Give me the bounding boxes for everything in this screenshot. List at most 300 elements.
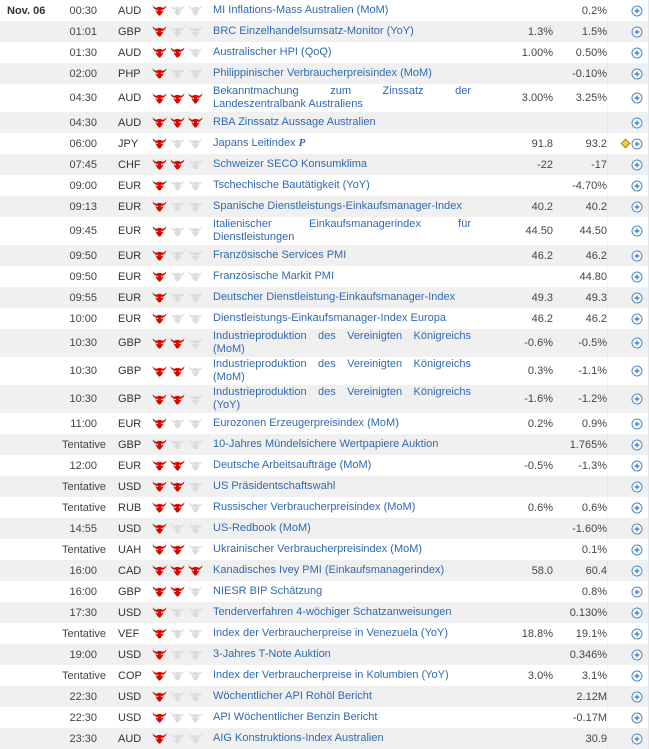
event-cell (213, 248, 471, 263)
event-cell (213, 84, 471, 112)
event-link[interactable] (213, 543, 471, 556)
event-label: US Präsidentschaftswahl (213, 480, 336, 492)
event-cell (213, 647, 471, 662)
add-event-plus-icon[interactable] (631, 117, 643, 129)
event-cell (213, 115, 471, 130)
event-link[interactable] (213, 386, 471, 412)
event-link[interactable] (213, 25, 471, 38)
event-link[interactable] (213, 438, 471, 451)
add-event-plus-icon[interactable] (631, 201, 643, 213)
event-label: Spanische Dienstleistungs-Einkaufsmanager-Index (213, 200, 462, 212)
event-link[interactable] (213, 291, 471, 304)
add-event-plus-icon[interactable] (631, 544, 643, 556)
bull-icon (188, 460, 203, 471)
currency-cell: EUR (118, 417, 142, 430)
action-cell (607, 0, 649, 21)
action-cell (607, 196, 649, 217)
bull-icon (152, 649, 167, 660)
bull-icon (188, 586, 203, 597)
action-cell (607, 497, 649, 518)
add-event-plus-icon[interactable] (631, 607, 643, 619)
event-label: AIG Konstruktions-Index Australien (213, 732, 384, 744)
forecast-cell: 46.2 (531, 312, 553, 325)
previous-cell: 44.50 (579, 225, 607, 237)
currency-cell: GBP (118, 393, 142, 405)
importance-indicator (152, 691, 213, 702)
event-row (0, 497, 648, 518)
bull-icon (188, 201, 203, 212)
previous-cell: 19.1% (575, 627, 607, 640)
time-cell: 09:50 (69, 249, 97, 262)
add-event-plus-icon[interactable] (631, 250, 643, 262)
importance-indicator (152, 68, 213, 79)
currency-cell: COP (118, 669, 142, 682)
previous-cell: -1.3% (578, 459, 607, 472)
bull-icon (170, 565, 185, 576)
bull-icon (152, 201, 167, 212)
bull-icon (188, 5, 203, 16)
event-row (0, 560, 648, 581)
event-link[interactable] (213, 179, 471, 192)
event-link[interactable] (213, 116, 471, 129)
importance-indicator (152, 180, 213, 191)
time-cell: 14:55 (69, 522, 97, 535)
bull-icon (188, 691, 203, 702)
forecast-cell: -22 (537, 158, 553, 171)
time-cell: 22:30 (69, 711, 97, 724)
forecast-cell: -0.5% (524, 459, 553, 472)
event-link[interactable] (213, 249, 471, 262)
bull-icon (152, 628, 167, 639)
event-link[interactable] (213, 137, 471, 150)
bull-icon (152, 250, 167, 261)
event-row (0, 154, 648, 175)
event-row (0, 518, 648, 539)
bull-icon (170, 117, 185, 128)
event-label: Eurozonen Erzeugerpreisindex (MoM) (213, 417, 399, 429)
event-cell (213, 178, 471, 193)
currency-cell: USD (118, 648, 142, 661)
bull-icon (152, 544, 167, 555)
currency-cell: GBP (118, 438, 142, 451)
bull-icon (188, 712, 203, 723)
currency-cell: EUR (118, 225, 142, 237)
previous-cell: 46.2 (585, 312, 607, 325)
event-cell (213, 689, 471, 704)
add-event-plus-icon[interactable] (631, 271, 643, 283)
event-link[interactable] (213, 200, 471, 213)
forecast-cell: 18.8% (521, 627, 553, 640)
action-cell (607, 245, 649, 266)
bull-icon (152, 607, 167, 618)
event-link[interactable] (213, 732, 471, 745)
previous-cell: 46.2 (585, 249, 607, 262)
event-link[interactable] (213, 648, 471, 661)
importance-indicator (152, 565, 213, 576)
event-row (0, 434, 648, 455)
event-link[interactable] (213, 627, 471, 640)
bull-icon (152, 712, 167, 723)
forecast-cell: 0.2% (527, 417, 553, 430)
time-cell: 17:30 (69, 606, 97, 619)
add-event-plus-icon[interactable] (631, 26, 643, 38)
importance-indicator (152, 5, 213, 16)
add-event-plus-icon[interactable] (631, 691, 643, 703)
bull-icon (170, 68, 185, 79)
importance-indicator (152, 313, 213, 324)
importance-indicator (152, 117, 213, 128)
add-event-plus-icon[interactable] (631, 365, 643, 377)
add-event-plus-icon[interactable] (631, 5, 643, 17)
bull-icon (152, 180, 167, 191)
event-label: Index der Verbraucherpreise in Venezuela (YoY) (213, 627, 449, 639)
time-cell: Tentative (62, 480, 107, 493)
event-cell (213, 290, 471, 305)
add-event-plus-icon[interactable] (631, 565, 643, 577)
importance-indicator (152, 250, 213, 261)
action-cell (607, 665, 649, 686)
bull-icon (170, 366, 185, 377)
event-link[interactable] (213, 85, 471, 111)
add-event-plus-icon[interactable] (631, 393, 643, 405)
event-label: Deutsche Arbeitsaufträge (MoM) (213, 459, 372, 471)
previous-cell: 40.2 (585, 200, 607, 213)
event-label: Philippinischer Verbraucherpreisindex (MoM) (213, 67, 432, 79)
action-cell (607, 686, 649, 707)
add-event-plus-icon[interactable] (631, 159, 643, 171)
event-link[interactable] (213, 417, 471, 430)
add-event-plus-icon[interactable] (631, 92, 643, 104)
previous-cell: 44.80 (579, 270, 607, 283)
event-cell (213, 385, 471, 413)
event-row (0, 385, 648, 413)
bull-icon (170, 313, 185, 324)
bull-icon (188, 418, 203, 429)
event-label: API Wöchentlicher Benzin Bericht (213, 711, 378, 723)
bull-icon (188, 628, 203, 639)
bull-icon (188, 481, 203, 492)
time-cell: 16:00 (69, 585, 97, 598)
event-cell (213, 416, 471, 431)
event-cell (213, 45, 471, 60)
currency-cell: AUD (118, 92, 142, 104)
forecast-cell: -0.6% (524, 337, 553, 349)
currency-cell: GBP (118, 365, 142, 377)
add-event-plus-icon[interactable] (631, 481, 643, 493)
currency-cell: EUR (118, 200, 142, 213)
event-link[interactable] (213, 459, 471, 472)
importance-indicator (152, 271, 213, 282)
bull-icon (188, 159, 203, 170)
bull-icon (188, 670, 203, 681)
add-event-plus-icon[interactable] (631, 502, 643, 514)
event-label: US-Redbook (MoM) (213, 522, 311, 534)
previous-cell: -0.10% (572, 67, 607, 80)
event-row (0, 112, 648, 133)
previous-cell: 1.5% (581, 25, 607, 38)
bull-icon (152, 47, 167, 58)
action-cell (607, 455, 649, 476)
previous-cell: 60.4 (585, 564, 607, 577)
event-label: Ukrainischer Verbraucherpreisindex (MoM) (213, 543, 423, 555)
bull-icon (152, 292, 167, 303)
bull-icon (188, 271, 203, 282)
bull-icon (152, 586, 167, 597)
bull-icon (188, 226, 203, 237)
event-link[interactable] (213, 711, 471, 724)
previous-cell: -1.1% (578, 365, 607, 377)
add-event-plus-icon[interactable] (631, 712, 643, 724)
add-event-plus-icon[interactable] (631, 460, 643, 472)
previous-cell: 0.8% (581, 585, 607, 598)
bull-icon (170, 733, 185, 744)
bull-icon (188, 292, 203, 303)
event-link[interactable] (213, 67, 471, 80)
action-cell (607, 133, 649, 154)
event-row (0, 42, 648, 63)
currency-cell: VEF (118, 627, 140, 640)
forecast-cell: 0.6% (527, 501, 553, 514)
time-cell: 06:00 (69, 137, 97, 150)
event-link[interactable] (213, 606, 471, 619)
bull-icon (170, 338, 185, 349)
event-row (0, 476, 648, 497)
bull-icon (170, 292, 185, 303)
importance-indicator (152, 439, 213, 450)
previous-cell: 0.9% (581, 417, 607, 430)
event-cell (213, 157, 471, 172)
event-row (0, 287, 648, 308)
forecast-cell: 1.00% (521, 46, 553, 59)
add-event-plus-icon[interactable] (631, 138, 643, 150)
add-event-plus-icon[interactable] (631, 313, 643, 325)
event-row (0, 245, 648, 266)
previous-cell: 0.50% (575, 46, 607, 59)
action-cell (607, 434, 649, 455)
bull-icon (152, 93, 167, 104)
bull-icon (188, 93, 203, 104)
action-cell (607, 308, 649, 329)
event-link[interactable] (213, 158, 471, 171)
event-link[interactable] (213, 46, 471, 59)
event-row (0, 602, 648, 623)
time-cell: 01:01 (69, 25, 97, 38)
time-cell: 11:00 (70, 417, 97, 430)
event-link[interactable] (213, 669, 471, 682)
time-cell: Tentative (62, 543, 107, 556)
event-link[interactable] (213, 4, 471, 17)
bull-icon (152, 117, 167, 128)
event-row (0, 728, 648, 749)
importance-indicator (152, 366, 213, 377)
event-cell (213, 136, 471, 151)
event-link[interactable] (213, 358, 471, 384)
currency-cell: PHP (118, 67, 141, 80)
add-event-plus-icon[interactable] (631, 649, 643, 661)
previous-cell: -4.70% (572, 179, 607, 192)
bull-icon (152, 502, 167, 513)
add-event-plus-icon[interactable] (631, 670, 643, 682)
event-link[interactable] (213, 564, 471, 577)
event-row (0, 623, 648, 644)
currency-cell: GBP (118, 585, 142, 598)
action-cell (607, 112, 649, 133)
bull-icon (152, 565, 167, 576)
add-event-plus-icon[interactable] (631, 337, 643, 349)
add-event-plus-icon[interactable] (631, 68, 643, 80)
currency-cell: EUR (118, 312, 142, 325)
event-cell (213, 563, 471, 578)
action-cell (607, 539, 649, 560)
currency-cell: EUR (118, 249, 142, 262)
bull-icon (152, 481, 167, 492)
action-cell (607, 84, 649, 112)
event-row (0, 217, 648, 245)
time-cell: 09:00 (69, 179, 97, 192)
add-event-plus-icon[interactable] (631, 586, 643, 598)
event-link[interactable] (213, 330, 471, 356)
event-row (0, 175, 648, 196)
event-cell (213, 3, 471, 18)
action-cell (607, 602, 649, 623)
action-cell (607, 623, 649, 644)
importance-indicator (152, 460, 213, 471)
action-cell (607, 217, 649, 245)
time-cell: 09:13 (69, 200, 97, 213)
event-row (0, 539, 648, 560)
bull-icon (170, 502, 185, 513)
event-link[interactable] (213, 585, 471, 598)
bull-icon (170, 271, 185, 282)
event-link[interactable] (213, 218, 471, 244)
event-cell (213, 437, 471, 452)
event-link[interactable] (213, 690, 471, 703)
time-cell: 01:30 (69, 46, 97, 59)
previous-cell: 0.130% (569, 606, 607, 619)
event-cell (213, 329, 471, 357)
bull-icon (188, 733, 203, 744)
time-cell: 09:50 (69, 270, 97, 283)
importance-indicator (152, 607, 213, 618)
previous-cell: 1.765% (569, 438, 607, 451)
event-label: Tschechische Bautätigkeit (YoY) (213, 179, 370, 191)
previous-cell: 2.12M (576, 690, 607, 703)
action-cell (607, 266, 649, 287)
add-event-plus-icon[interactable] (631, 292, 643, 304)
event-link[interactable] (213, 312, 471, 325)
currency-cell: EUR (118, 179, 142, 192)
previous-cell: 0.6% (581, 501, 607, 514)
bull-icon (188, 338, 203, 349)
bull-icon (152, 338, 167, 349)
importance-indicator (152, 47, 213, 58)
action-cell (607, 581, 649, 602)
bull-icon (188, 544, 203, 555)
bull-icon (188, 313, 203, 324)
event-link[interactable] (213, 501, 471, 514)
time-cell: 04:30 (69, 92, 97, 104)
event-label: Französische Markit PMI (213, 270, 335, 282)
bull-icon (152, 439, 167, 450)
time-cell: 07:45 (69, 158, 97, 171)
event-link[interactable] (213, 270, 471, 283)
bull-icon (170, 138, 185, 149)
bull-icon (152, 271, 167, 282)
bull-icon (170, 523, 185, 534)
action-cell (607, 728, 649, 749)
bull-icon (170, 159, 185, 170)
event-label: RBA Zinssatz Aussage Australien (213, 116, 376, 128)
event-cell (213, 626, 471, 641)
importance-indicator (152, 159, 213, 170)
time-cell: 22:30 (69, 690, 97, 703)
action-cell (607, 413, 649, 434)
event-cell (213, 584, 471, 599)
bull-icon (152, 226, 167, 237)
bull-icon (188, 439, 203, 450)
importance-indicator (152, 201, 213, 212)
time-cell: Tentative (62, 669, 107, 682)
bull-icon (152, 670, 167, 681)
time-cell: 04:30 (69, 116, 97, 129)
add-event-plus-icon[interactable] (631, 180, 643, 192)
add-event-plus-icon[interactable] (631, 225, 643, 237)
bull-icon (170, 250, 185, 261)
event-link[interactable] (213, 480, 471, 493)
event-row (0, 308, 648, 329)
event-row (0, 644, 648, 665)
bull-icon (170, 180, 185, 191)
event-cell (213, 66, 471, 81)
importance-indicator (152, 481, 213, 492)
currency-cell: AUD (118, 4, 142, 17)
forecast-cell: 40.2 (531, 200, 553, 213)
bull-icon (188, 649, 203, 660)
event-row (0, 413, 648, 434)
forecast-cell: 3.00% (521, 92, 553, 104)
time-cell: 12:00 (69, 459, 97, 472)
forecast-cell: 0.3% (527, 365, 553, 377)
forecast-cell: 49.3 (531, 291, 553, 304)
bull-icon (170, 481, 185, 492)
time-cell: 19:00 (69, 648, 97, 661)
action-cell (607, 707, 649, 728)
event-row (0, 196, 648, 217)
importance-indicator (152, 586, 213, 597)
event-label: Bekanntmachung zum Zinssatz der Landeszentralbank Australiens (213, 85, 471, 110)
currency-cell: GBP (118, 337, 142, 349)
add-event-plus-icon[interactable] (631, 628, 643, 640)
action-cell (607, 287, 649, 308)
event-cell (213, 217, 471, 245)
add-event-plus-icon[interactable] (631, 439, 643, 451)
time-cell: 10:30 (69, 337, 97, 349)
currency-cell: CHF (118, 158, 141, 171)
add-event-plus-icon[interactable] (631, 523, 643, 535)
event-label: Deutscher Dienstleistung-Einkaufsmanager-Index (213, 291, 456, 303)
currency-cell: CAD (118, 564, 142, 577)
action-cell (607, 63, 649, 84)
bull-icon (170, 418, 185, 429)
currency-cell: AUD (118, 46, 142, 59)
add-event-plus-icon[interactable] (631, 47, 643, 59)
add-event-plus-icon[interactable] (631, 418, 643, 430)
bull-icon (152, 733, 167, 744)
time-cell: 10:30 (69, 393, 97, 405)
action-cell (607, 42, 649, 63)
bull-icon (170, 460, 185, 471)
event-link[interactable] (213, 522, 471, 535)
